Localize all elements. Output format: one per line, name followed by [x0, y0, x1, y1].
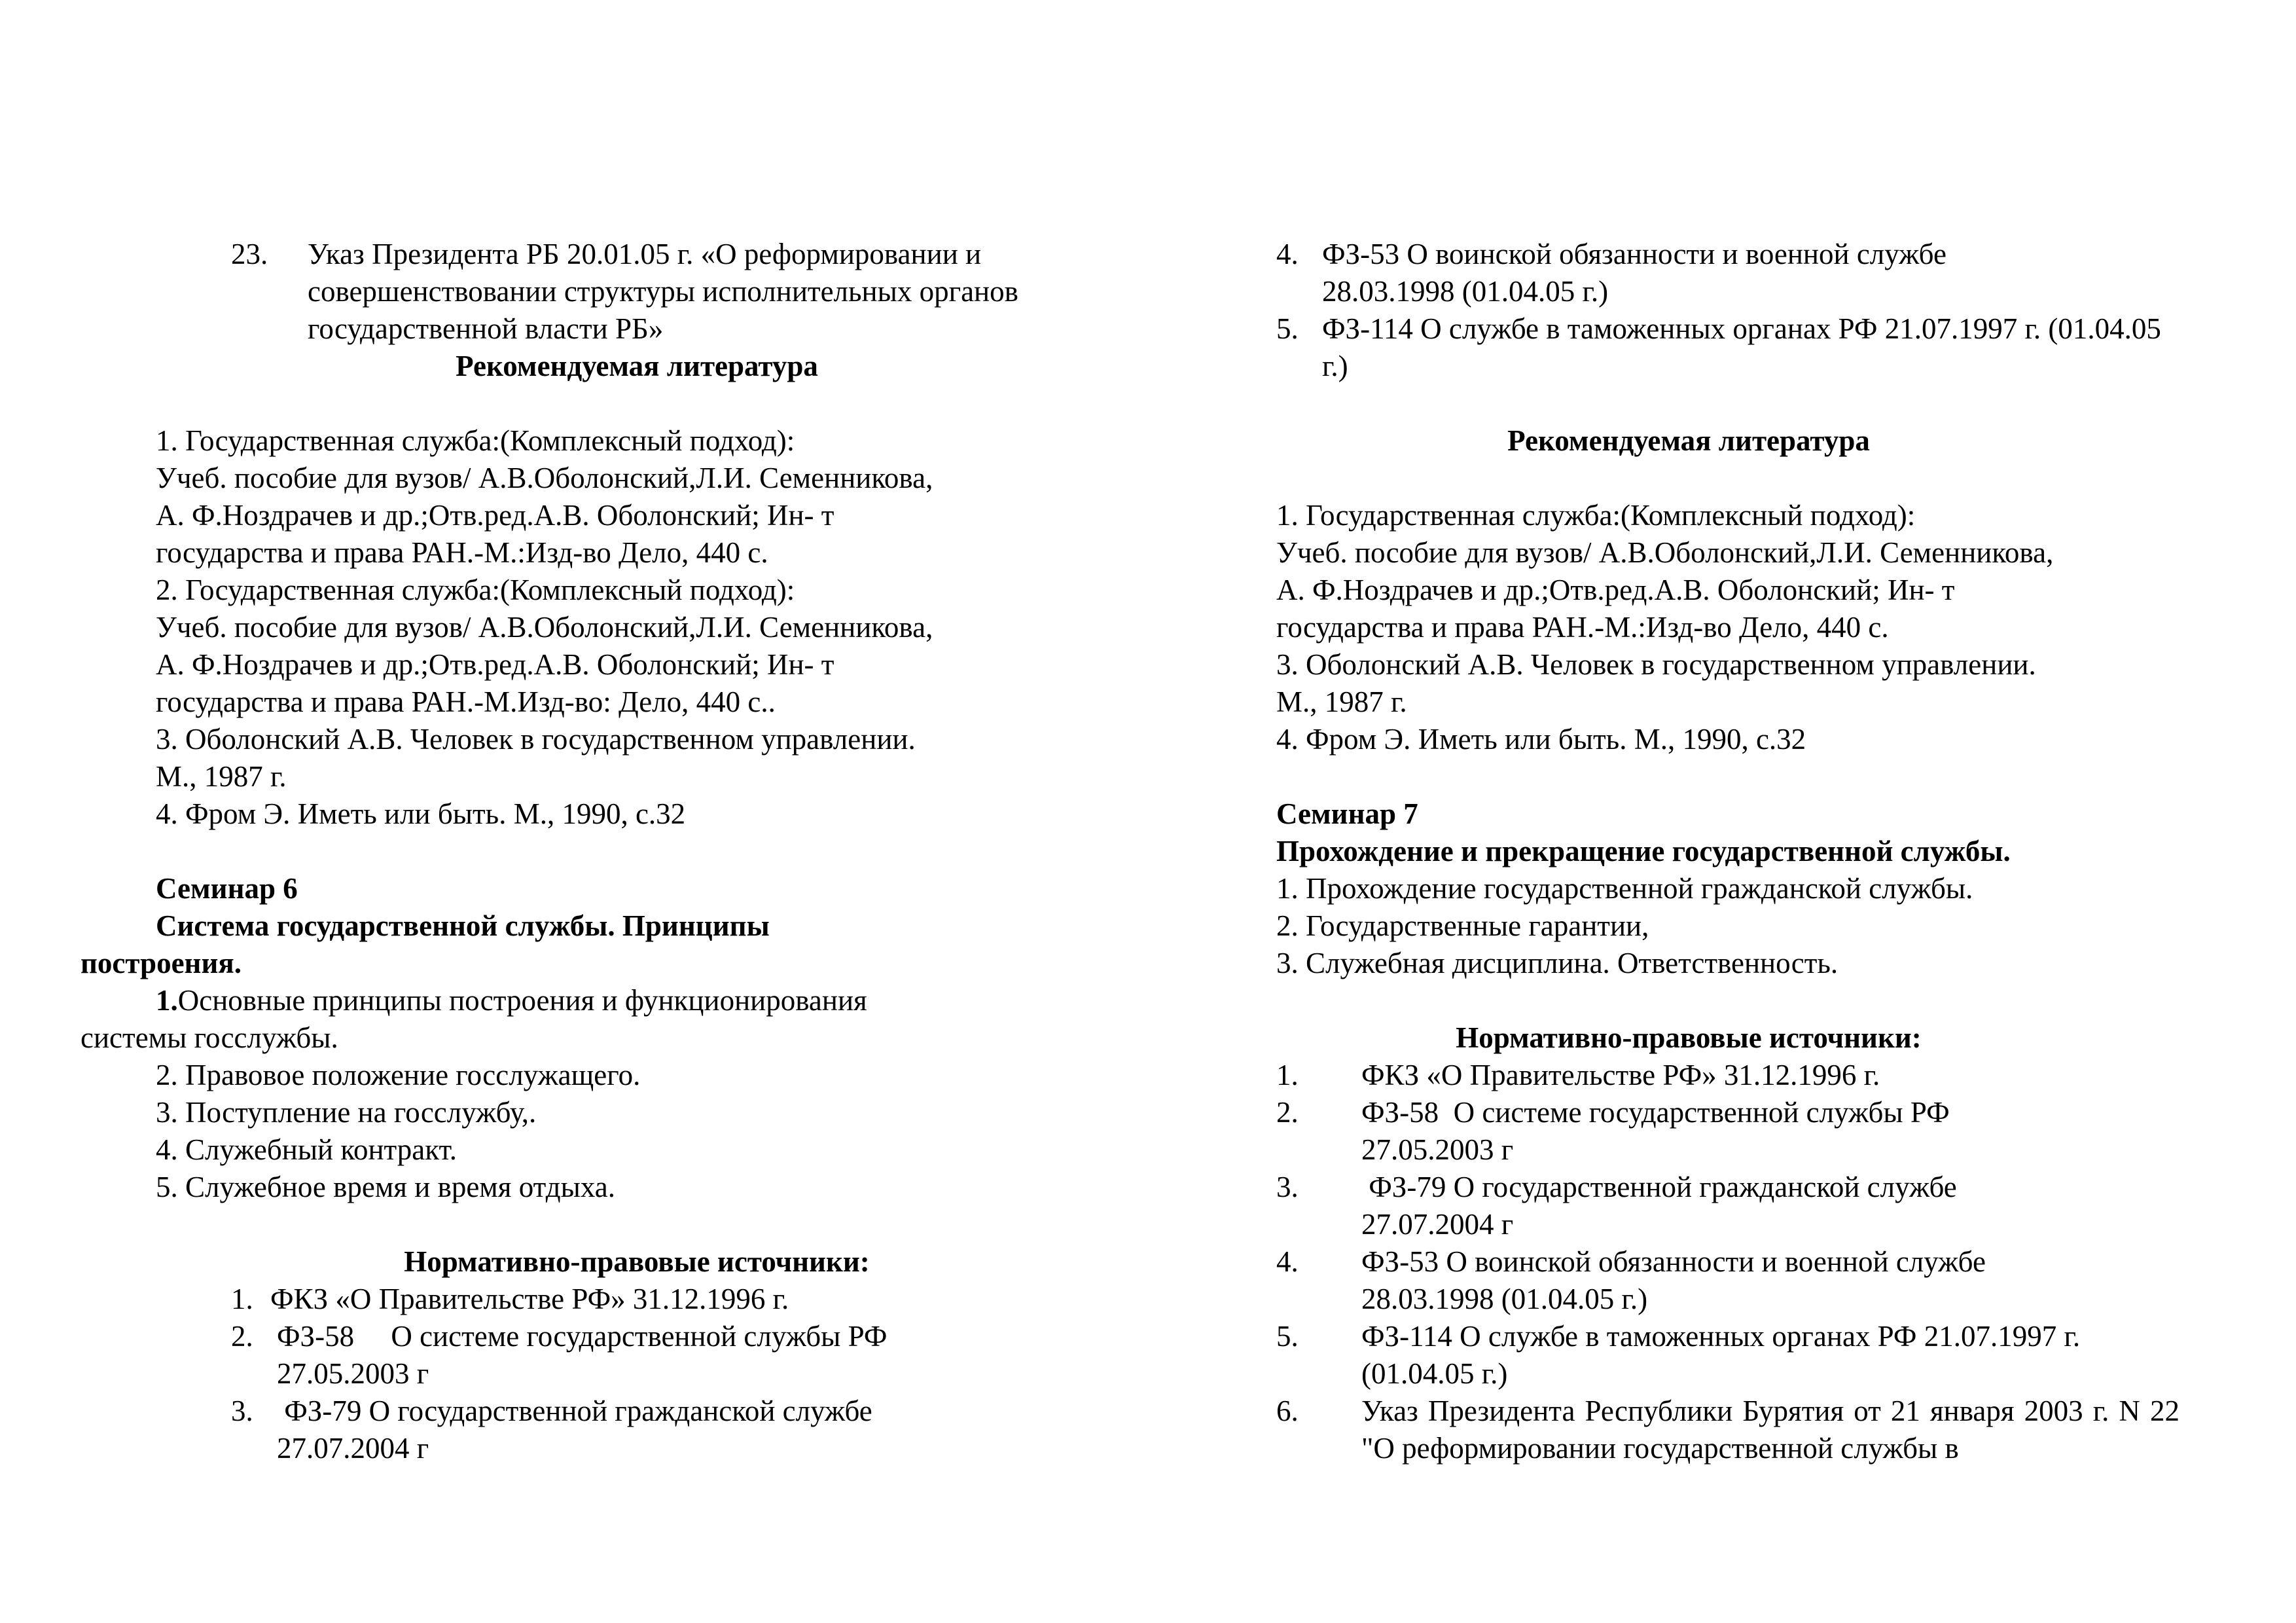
right-top-item: [1276, 310, 2179, 385]
left-lit-line: Учеб. пособие для вузов/ А.В.Оболонский,Л.И. Семенникова,: [156, 462, 933, 494]
norm-number: 2.: [231, 1320, 253, 1353]
right-column: [1276, 236, 2179, 1467]
norm-text: ФЗ-114 О службе в таможенных органах РФ 21.07.1997 г. (01.04.05 г.): [1361, 1320, 2081, 1390]
right-norm-heading: Нормативно-правовые источники:: [1456, 1021, 1922, 1054]
seminar-7-question: 3. Служебная дисциплина. Ответственность.: [1276, 947, 1839, 979]
right-lit-line: М., 1987 г.: [1276, 685, 1407, 718]
right-norm-item: [1276, 1169, 2179, 1243]
left-lit-line: 1. Государственная служба:(Комплексный подход):: [156, 424, 795, 457]
left-lit-line: 4. Фром Э. Иметь или быть. М., 1990, с.32: [156, 797, 686, 830]
right-lit-line: Учеб. пособие для вузов/ А.В.Оболонский,Л.И. Семенникова,: [1276, 536, 2054, 569]
item-number: 5.: [1276, 312, 1299, 345]
right-norm-item: [1276, 1243, 2179, 1318]
seminar-6-title: Семинар 6: [156, 872, 298, 905]
item-number: 23.: [231, 238, 268, 270]
norm-text: Указ Президента Республики Бурятия от 21 января 2003 г. N 22 "О реформировании государственной службы в: [1361, 1395, 2179, 1465]
seminar-6-subtitle-line1: Система государственной службы. Принципы: [156, 909, 770, 942]
left-lit-line: 3. Оболонский А.В. Человек в государственном управлении.: [156, 723, 916, 756]
seminar-6-question: 4. Служебный контракт.: [156, 1133, 457, 1166]
seminar-6-question: 5. Служебное время и время отдыха.: [156, 1171, 615, 1203]
norm-number: 3.: [231, 1395, 253, 1427]
right-lit-line: 3. Оболонский А.В. Человек в государственном управлении.: [1276, 648, 2036, 681]
right-lit-line: 1. Государственная служба:(Комплексный подход):: [1276, 499, 1916, 532]
norm-number: 6.: [1276, 1395, 1299, 1427]
right-norm-item: [1276, 1318, 2179, 1393]
item-text: ФЗ-53 О воинской обязанности и военной службе 28.03.1998 (01.04.05 г.): [1322, 238, 1946, 308]
left-norm-item: [156, 1318, 1118, 1393]
right-lit-line: 4. Фром Э. Иметь или быть. М., 1990, с.32: [1276, 723, 1806, 756]
norm-text: ФКЗ «О Правительстве РФ» 31.12.1996 г.: [270, 1283, 789, 1315]
left-lit-line: государства и права РАН.-М.Изд-во: Дело, 440 с..: [156, 685, 776, 718]
left-literature-heading: Рекомендуемая литература: [456, 350, 818, 382]
norm-number: 1.: [1276, 1059, 1299, 1091]
norm-number: 1.: [231, 1283, 253, 1315]
norm-text: ФКЗ «О Правительстве РФ» 31.12.1996 г.: [1361, 1059, 1880, 1091]
question-text: Основные принципы построения и функционирования: [177, 984, 867, 1017]
item-text: ФЗ-114 О службе в таможенных органах РФ 21.07.1997 г. (01.04.05 г.): [1322, 312, 2161, 382]
left-norm-item: [156, 1393, 1118, 1467]
item-text: Указ Президента РБ 20.01.05 г. «О реформировании и совершенствовании структуры исполнительных органов государственной власти РБ»: [308, 238, 1018, 345]
seminar-7-question: 2. Государственные гарантии,: [1276, 909, 1649, 942]
item-number: 4.: [1276, 238, 1299, 270]
left-lit-line: 2. Государственная служба:(Комплексный подход):: [156, 574, 795, 606]
seminar-7-title: Семинар 7: [1276, 797, 1418, 830]
seminar-6-question-1-cont: системы госслужбы.: [81, 1021, 338, 1054]
norm-text: ФЗ-58 О системе государственной службы РФ 27.05.2003 г: [277, 1320, 895, 1390]
seminar-7-subtitle: Прохождение и прекращение государственной службы.: [1276, 835, 2011, 867]
left-lit-line: государства и права РАН.-М.:Изд-во Дело, 440 с.: [156, 536, 768, 569]
left-norm-heading: Нормативно-правовые источники:: [404, 1245, 870, 1278]
seminar-7-question: 1. Прохождение государственной гражданской службы.: [1276, 872, 1973, 905]
seminar-6-question-1: [156, 982, 1118, 1019]
seminar-6-subtitle-line2: построения.: [81, 947, 242, 979]
left-norm-item: [156, 1281, 1118, 1318]
norm-number: 3.: [1276, 1171, 1299, 1203]
question-number: 1.: [156, 984, 178, 1017]
right-lit-line: государства и права РАН.-М.:Изд-во Дело, 440 с.: [1276, 611, 1889, 644]
seminar-6-question: 3. Поступление на госслужбу,.: [156, 1096, 537, 1129]
norm-text: ФЗ-58 О системе государственной службы РФ 27.05.2003 г: [1361, 1096, 1957, 1166]
seminar-6-question: 2. Правовое положение госслужащего.: [156, 1059, 641, 1091]
norm-text: ФЗ-79 О государственной гражданской службе 27.07.2004 г: [1361, 1171, 1965, 1241]
left-lit-line: А. Ф.Ноздрачев и др.;Отв.ред.А.В. Оболонский; Ин- т: [156, 648, 834, 681]
left-lit-line: М., 1987 г.: [156, 760, 287, 793]
right-lit-line: А. Ф.Ноздрачев и др.;Отв.ред.А.В. Оболонский; Ин- т: [1276, 574, 1955, 606]
left-item-23: [156, 236, 1118, 348]
left-column: [81, 236, 1118, 1467]
norm-number: 2.: [1276, 1096, 1299, 1129]
right-top-item: [1276, 236, 2179, 310]
seminar-6-subtitle: [156, 907, 1118, 945]
norm-number: 4.: [1276, 1245, 1299, 1278]
right-norm-item: [1276, 1393, 2179, 1467]
norm-text: ФЗ-79 О государственной гражданской службе 27.07.2004 г: [277, 1395, 880, 1465]
right-norm-item: [1276, 1094, 2179, 1169]
norm-text: ФЗ-53 О воинской обязанности и военной службе 28.03.1998 (01.04.05 г.): [1361, 1245, 1986, 1315]
norm-number: 5.: [1276, 1320, 1299, 1353]
right-norm-item: [1276, 1057, 2179, 1094]
left-lit-line: Учеб. пособие для вузов/ А.В.Оболонский,Л.И. Семенникова,: [156, 611, 933, 644]
left-lit-line: А. Ф.Ноздрачев и др.;Отв.ред.А.В. Оболонский; Ин- т: [156, 499, 834, 532]
right-literature-heading: Рекомендуемая литература: [1507, 424, 1870, 457]
